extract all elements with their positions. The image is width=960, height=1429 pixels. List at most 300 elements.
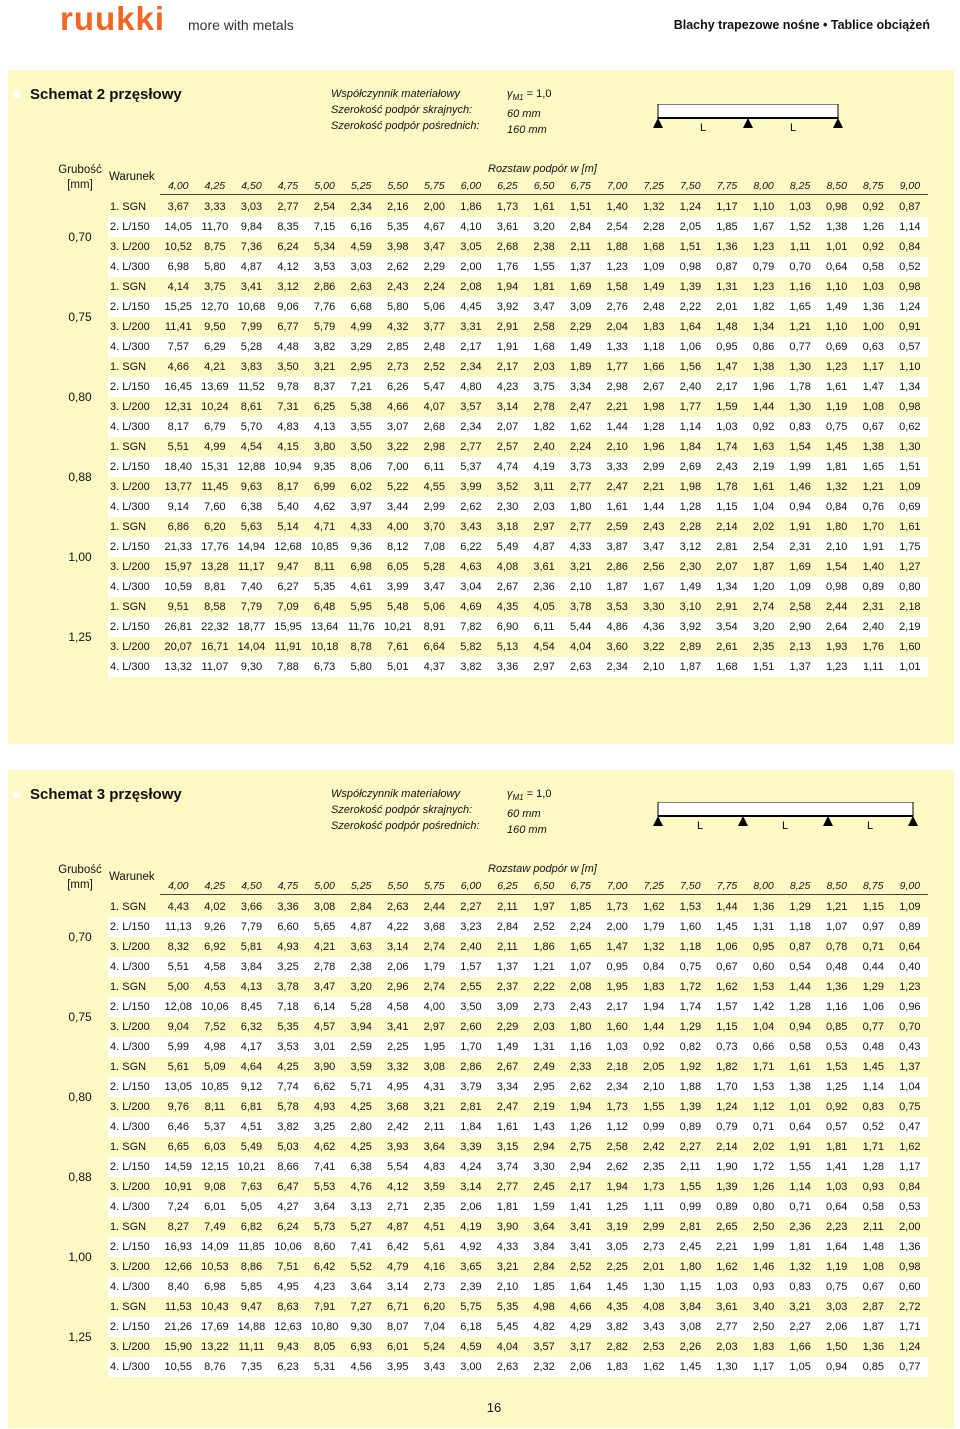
table-cell: 3,44	[387, 501, 409, 513]
table-cell: 4,87	[350, 921, 372, 933]
table-cell: 7,88	[277, 661, 299, 673]
table-cell: 2,25	[387, 1041, 409, 1053]
table-row	[108, 237, 928, 257]
table-cell: 2,52	[569, 1261, 592, 1273]
table-cell: 0,95	[752, 941, 775, 953]
table-cell: 3,00	[460, 1361, 482, 1373]
table-cell: 4,95	[277, 1281, 299, 1293]
table-cell: 5,14	[277, 521, 299, 533]
table-cell: 3,77	[423, 321, 446, 333]
table-cell: 14,05	[164, 221, 193, 233]
table-cell: 2,26	[679, 1341, 702, 1353]
table-cell: 0,71	[789, 1201, 811, 1213]
table-cell: 3,07	[387, 421, 409, 433]
table-cell: 2,21	[643, 481, 665, 493]
table-cell: 1,08	[862, 1261, 884, 1273]
table-row	[108, 417, 928, 437]
table-cell: 7,63	[240, 1181, 263, 1193]
table-cell: 3,74	[496, 1161, 519, 1173]
table-cell: 10,06	[201, 1001, 229, 1013]
condition-label: 1. SGN	[110, 1301, 147, 1313]
table-cell: 6,93	[350, 1341, 372, 1353]
table-cell: 11,11	[238, 1341, 265, 1353]
table-cell: 2,74	[752, 601, 775, 613]
table-cell: 1,14	[862, 1081, 884, 1093]
table-cell: 11,70	[201, 221, 229, 233]
condition-label: 2. L/150	[110, 461, 150, 473]
table-cell: 1,61	[789, 1061, 811, 1073]
table-cell: 3,43	[460, 521, 482, 533]
table-cell: 8,78	[350, 641, 372, 653]
span-value: 7,75	[716, 880, 738, 892]
table-cell: 3,47	[313, 981, 336, 993]
table-cell: 1,03	[606, 1041, 628, 1053]
table-cell: 4,86	[606, 621, 628, 633]
table-cell: 5,73	[313, 1221, 336, 1233]
table-cell: 0,84	[825, 501, 848, 513]
table-row	[108, 1077, 928, 1097]
table-cell: 1,57	[716, 1001, 738, 1013]
table-cell: 1,82	[533, 421, 555, 433]
table-cell: 4,19	[460, 1221, 482, 1233]
table-cell: 1,29	[789, 901, 811, 913]
table-cell: 1,59	[716, 401, 738, 413]
table-cell: 3,82	[313, 341, 336, 353]
table-cell: 1,24	[899, 1341, 921, 1353]
table-cell: 2,75	[569, 1141, 592, 1153]
table-cell: 6,27	[277, 581, 299, 593]
table-cell: 4,35	[606, 1301, 628, 1313]
table-cell: 4,95	[387, 1081, 409, 1093]
table-cell: 8,07	[387, 1321, 409, 1333]
table-cell: 3,21	[569, 561, 592, 573]
table-cell: 4,14	[167, 281, 189, 293]
table-cell: 3,15	[496, 1141, 519, 1153]
table-cell: 2,62	[569, 1081, 592, 1093]
section-title: Schemat 2 przęsłowy	[30, 86, 182, 103]
condition-label: 1. SGN	[110, 981, 147, 993]
table-cell: 8,63	[277, 1301, 299, 1313]
table-cell: 2,77	[569, 481, 592, 493]
table-cell: 3,68	[423, 921, 446, 933]
table-cell: 5,48	[387, 601, 409, 613]
table-cell: 2,74	[423, 981, 446, 993]
table-cell: 8,75	[204, 241, 226, 253]
table-cell: 7,04	[423, 1321, 446, 1333]
table-cell: 4,08	[496, 561, 519, 573]
span-value: 7,00	[607, 180, 628, 192]
table-cell: 3,61	[716, 1301, 738, 1313]
table-cell: 2,95	[533, 1081, 555, 1093]
table-cell: 5,75	[460, 1301, 482, 1313]
table-cell: 6,01	[387, 1341, 409, 1353]
table-cell: 1,06	[679, 341, 702, 353]
table-cell: 1,62	[643, 1361, 665, 1373]
table-cell: 6,23	[277, 1361, 299, 1373]
table-cell: 6,68	[350, 301, 372, 313]
table-cell: 4,62	[313, 501, 336, 513]
table-cell: 6,90	[496, 621, 519, 633]
table-cell: 2,29	[496, 1021, 519, 1033]
span-value: 4,75	[277, 880, 299, 892]
table-row	[108, 1257, 928, 1277]
table-cell: 11,41	[164, 321, 192, 333]
table-cell: 2,58	[533, 321, 555, 333]
table-cell: 3,75	[533, 381, 555, 393]
table-cell: 0,87	[716, 261, 738, 273]
table-cell: 4,58	[387, 1001, 409, 1013]
table-cell: 1,65	[789, 301, 811, 313]
table-cell: 1,36	[862, 301, 884, 313]
table-cell: 1,94	[606, 1181, 628, 1193]
table-cell: 13,32	[164, 661, 193, 673]
table-cell: 2,49	[533, 1061, 555, 1073]
table-cell: 12,68	[274, 541, 302, 553]
table-cell: 8,58	[204, 601, 226, 613]
thickness-label: 1,25	[68, 1330, 92, 1344]
condition-label: 2. L/150	[110, 1321, 150, 1333]
condition-label: 3. L/200	[110, 321, 150, 333]
table-cell: 2,67	[496, 1061, 519, 1073]
condition-label: 1. SGN	[110, 901, 147, 913]
table-cell: 2,10	[606, 441, 628, 453]
table-cell: 1,38	[789, 1081, 811, 1093]
table-cell: 10,24	[201, 401, 229, 413]
table-cell: 5,37	[204, 1121, 226, 1133]
table-cell: 5,00	[167, 981, 189, 993]
table-cell: 1,71	[752, 1061, 775, 1073]
table-cell: 4,45	[460, 301, 482, 313]
table-cell: 8,81	[204, 581, 226, 593]
table-cell: 2,10	[496, 1281, 519, 1293]
table-cell: 14,94	[237, 541, 266, 553]
thickness-label: 0,80	[68, 1090, 92, 1104]
table-cell: 1,47	[716, 361, 738, 373]
table-cell: 1,80	[679, 1261, 702, 1273]
table-cell: 0,92	[862, 201, 884, 213]
span-value: 6,00	[460, 180, 482, 192]
table-cell: 6,05	[387, 561, 409, 573]
table-row	[108, 1357, 928, 1377]
table-cell: 5,85	[240, 1281, 263, 1293]
table-cell: 12,70	[201, 301, 229, 313]
table-cell: 2,28	[643, 221, 665, 233]
table-cell: 5,47	[423, 381, 446, 393]
table-cell: 4,23	[313, 1281, 336, 1293]
table-cell: 1,49	[496, 1041, 519, 1053]
table-cell: 4,98	[533, 1301, 555, 1313]
table-cell: 8,76	[204, 1361, 226, 1373]
table-cell: 8,32	[167, 941, 189, 953]
table-cell: 3,68	[387, 1101, 409, 1113]
table-cell: 5,06	[423, 301, 446, 313]
table-cell: 2,17	[569, 1181, 592, 1193]
condition-label: 1. SGN	[110, 361, 147, 373]
table-cell: 4,64	[240, 1061, 263, 1073]
table-cell: 2,03	[533, 361, 555, 373]
table-cell: 3,78	[569, 601, 592, 613]
condition-label: 1. SGN	[110, 441, 147, 453]
span-value: 5,75	[424, 880, 445, 892]
table-cell: 10,85	[310, 541, 339, 553]
table-cell: 2,48	[643, 301, 665, 313]
table-cell: 2,47	[496, 1101, 519, 1113]
condition-label: 3. L/200	[110, 1261, 150, 1273]
table-cell: 4,37	[423, 661, 446, 673]
table-cell: 2,16	[387, 201, 409, 213]
table-cell: 0,89	[716, 1201, 738, 1213]
bullet-icon	[13, 91, 20, 98]
table-cell: 2,52	[423, 361, 446, 373]
table-cell: 0,64	[825, 1201, 848, 1213]
table-cell: 5,51	[167, 441, 189, 453]
table-cell: 1,82	[716, 1061, 738, 1073]
table-cell: 8,61	[240, 401, 263, 413]
table-cell: 1,69	[789, 561, 811, 573]
span-value: 8,25	[789, 880, 811, 892]
table-cell: 10,43	[201, 1301, 229, 1313]
table-cell: 6,03	[204, 1141, 226, 1153]
table-cell: 6,11	[424, 461, 445, 473]
table-cell: 5,35	[277, 1021, 299, 1033]
table-cell: 2,34	[606, 1081, 628, 1093]
table-cell: 0,62	[899, 421, 921, 433]
table-cell: 15,95	[274, 621, 302, 633]
table-cell: 6,32	[240, 1021, 263, 1033]
table-cell: 0,63	[862, 341, 884, 353]
table-cell: 4,33	[496, 1241, 519, 1253]
table-cell: 2,38	[350, 961, 372, 973]
table-cell: 5,35	[313, 581, 336, 593]
table-cell: 3,31	[460, 321, 482, 333]
table-cell: 3,30	[533, 1161, 555, 1173]
table-cell: 1,55	[679, 1181, 702, 1193]
table-cell: 2,35	[423, 1201, 446, 1213]
table-cell: 2,11	[497, 941, 518, 953]
table-cell: 1,30	[716, 1361, 738, 1373]
table-cell: 2,25	[606, 1261, 628, 1273]
table-cell: 2,60	[460, 1021, 482, 1033]
table-cell: 9,08	[204, 1181, 226, 1193]
table-cell: 1,70	[862, 521, 884, 533]
table-cell: 1,31	[716, 281, 738, 293]
table-cell: 2,53	[643, 1341, 665, 1353]
table-cell: 1,11	[862, 661, 884, 673]
table-row	[108, 1277, 928, 1297]
table-cell: 0,97	[862, 921, 884, 933]
table-cell: 9,63	[240, 481, 263, 493]
table-row	[108, 317, 928, 337]
table-cell: 8,17	[167, 421, 189, 433]
table-cell: 4,79	[387, 1261, 409, 1273]
table-cell: 1,81	[825, 1141, 848, 1153]
table-cell: 1,29	[862, 981, 884, 993]
table-cell: 2,40	[533, 441, 555, 453]
table-cell: 3,21	[423, 1101, 446, 1113]
table-row	[108, 1037, 928, 1057]
table-cell: 1,73	[606, 1101, 628, 1113]
table-cell: 1,83	[752, 1341, 775, 1353]
table-cell: 3,05	[606, 1241, 628, 1253]
table-cell: 1,42	[752, 1001, 775, 1013]
table-cell: 3,52	[496, 481, 519, 493]
table-cell: 2,24	[569, 441, 592, 453]
span-header: Rozstaw podpór w [m]	[488, 863, 597, 875]
table-cell: 3,33	[606, 461, 628, 473]
table-cell: 4,25	[350, 1101, 372, 1113]
table-cell: 3,47	[533, 301, 555, 313]
table-cell: 1,98	[679, 481, 702, 493]
table-cell: 1,17	[716, 201, 738, 213]
span-value: 7,75	[716, 180, 738, 192]
table-cell: 10,53	[201, 1261, 229, 1273]
table-cell: 5,45	[496, 1321, 519, 1333]
table-cell: 4,83	[423, 1161, 446, 1173]
table-cell: 1,77	[606, 361, 628, 373]
table-cell: 1,83	[643, 981, 665, 993]
table-cell: 0,84	[643, 961, 665, 973]
table-cell: 1,39	[679, 281, 702, 293]
table-cell: 1,09	[643, 261, 665, 273]
span-value: 5,00	[314, 180, 335, 192]
span-value: 6,75	[570, 880, 591, 892]
table-cell: 11,85	[238, 1241, 265, 1253]
table-cell: 1,31	[533, 1041, 555, 1053]
table-cell: 1,09	[899, 901, 921, 913]
table-cell: 2,58	[789, 601, 811, 613]
table-cell: 1,30	[899, 441, 921, 453]
table-cell: 12,15	[201, 1161, 229, 1173]
table-cell: 1,23	[752, 241, 775, 253]
table-cell: 1,99	[789, 461, 811, 473]
table-cell: 8,91	[423, 621, 446, 633]
table-cell: 5,24	[423, 1341, 446, 1353]
table-cell: 4,04	[569, 641, 592, 653]
table-cell: 2,44	[423, 901, 446, 913]
table-cell: 1,30	[789, 401, 811, 413]
table-cell: 1,61	[533, 201, 555, 213]
span-value: 6,25	[497, 180, 518, 192]
table-cell: 2,59	[350, 1041, 372, 1053]
table-cell: 6,42	[313, 1261, 336, 1273]
table-cell: 9,06	[277, 301, 299, 313]
table-cell: 2,82	[606, 1341, 628, 1353]
table-cell: 2,59	[606, 521, 628, 533]
table-cell: 1,61	[606, 501, 628, 513]
table-row	[108, 297, 928, 317]
condition-label: 1. SGN	[110, 1141, 147, 1153]
table-cell: 2,45	[533, 1181, 555, 1193]
table-cell: 2,17	[606, 1001, 628, 1013]
table-cell: 6,98	[167, 261, 189, 273]
table-cell: 0,83	[789, 1281, 811, 1293]
table-cell: 1,81	[825, 461, 848, 473]
table-cell: 6,98	[350, 561, 372, 573]
table-cell: 6,20	[423, 1301, 446, 1313]
table-cell: 2,54	[313, 201, 336, 213]
table-cell: 4,29	[569, 1321, 592, 1333]
table-row	[108, 1097, 928, 1117]
table-cell: 3,47	[643, 541, 665, 553]
table-cell: 2,21	[606, 401, 628, 413]
table-cell: 2,31	[862, 601, 884, 613]
table-cell: 2,43	[569, 1001, 592, 1013]
table-row	[108, 1217, 928, 1237]
table-cell: 2,03	[533, 501, 555, 513]
table-cell: 1,87	[606, 581, 628, 593]
span-value: 6,00	[460, 880, 482, 892]
svg-text:L: L	[696, 820, 704, 832]
table-cell: 1,99	[752, 1241, 775, 1253]
table-cell: 2,63	[350, 281, 372, 293]
table-cell: 2,28	[679, 521, 702, 533]
table-cell: 5,35	[496, 1301, 519, 1313]
table-cell: 2,38	[533, 241, 555, 253]
table-cell: 0,75	[825, 421, 848, 433]
table-cell: 1,82	[752, 301, 775, 313]
table-cell: 1,67	[752, 221, 775, 233]
table-cell: 6,60	[277, 921, 299, 933]
table-cell: 2,42	[387, 1121, 409, 1133]
condition-label: 4. L/300	[110, 1361, 150, 1373]
table-cell: 4,25	[350, 1141, 372, 1153]
table-cell: 2,98	[606, 381, 628, 393]
table-cell: 1,17	[752, 1361, 775, 1373]
table-cell: 1,83	[643, 321, 665, 333]
table-cell: 12,63	[274, 1321, 302, 1333]
table-cell: 3,09	[569, 301, 592, 313]
table-cell: 1,45	[716, 921, 738, 933]
table-cell: 7,91	[313, 1301, 336, 1313]
condition-label: 3. L/200	[110, 641, 150, 653]
table-cell: 8,37	[313, 381, 336, 393]
table-cell: 1,08	[862, 401, 884, 413]
table-cell: 4,27	[277, 1201, 299, 1213]
table-cell: 4,55	[423, 481, 446, 493]
table-cell: 3,03	[825, 1301, 848, 1313]
condition-label: 4. L/300	[110, 581, 150, 593]
table-cell: 2,24	[423, 281, 446, 293]
table-cell: 1,72	[752, 1161, 775, 1173]
table-cell: 10,91	[164, 1181, 193, 1193]
table-cell: 0,98	[825, 201, 848, 213]
table-cell: 11,17	[238, 561, 265, 573]
table-cell: 1,34	[899, 381, 921, 393]
table-cell: 1,80	[569, 1021, 592, 1033]
table-cell: 1,80	[825, 521, 848, 533]
table-cell: 1,87	[679, 661, 702, 673]
table-cell: 6,02	[350, 481, 372, 493]
table-cell: 1,81	[533, 281, 555, 293]
table-cell: 4,31	[423, 1081, 446, 1093]
table-cell: 1,47	[862, 381, 884, 393]
table-cell: 7,76	[313, 301, 336, 313]
table-cell: 13,64	[310, 621, 339, 633]
table-cell: 1,66	[789, 1341, 811, 1353]
table-cell: 2,11	[862, 1221, 884, 1233]
table-cell: 4,80	[460, 381, 482, 393]
table-cell: 1,55	[789, 1161, 811, 1173]
table-cell: 1,04	[899, 1081, 921, 1093]
table-cell: 0,94	[789, 1021, 811, 1033]
table-cell: 6,62	[313, 1081, 336, 1093]
table-cell: 0,94	[789, 501, 811, 513]
table-cell: 5,38	[350, 401, 372, 413]
table-cell: 21,26	[164, 1321, 193, 1333]
condition-label: 4. L/300	[110, 1281, 150, 1293]
table-cell: 5,80	[350, 661, 372, 673]
table-cell: 14,04	[237, 641, 266, 653]
